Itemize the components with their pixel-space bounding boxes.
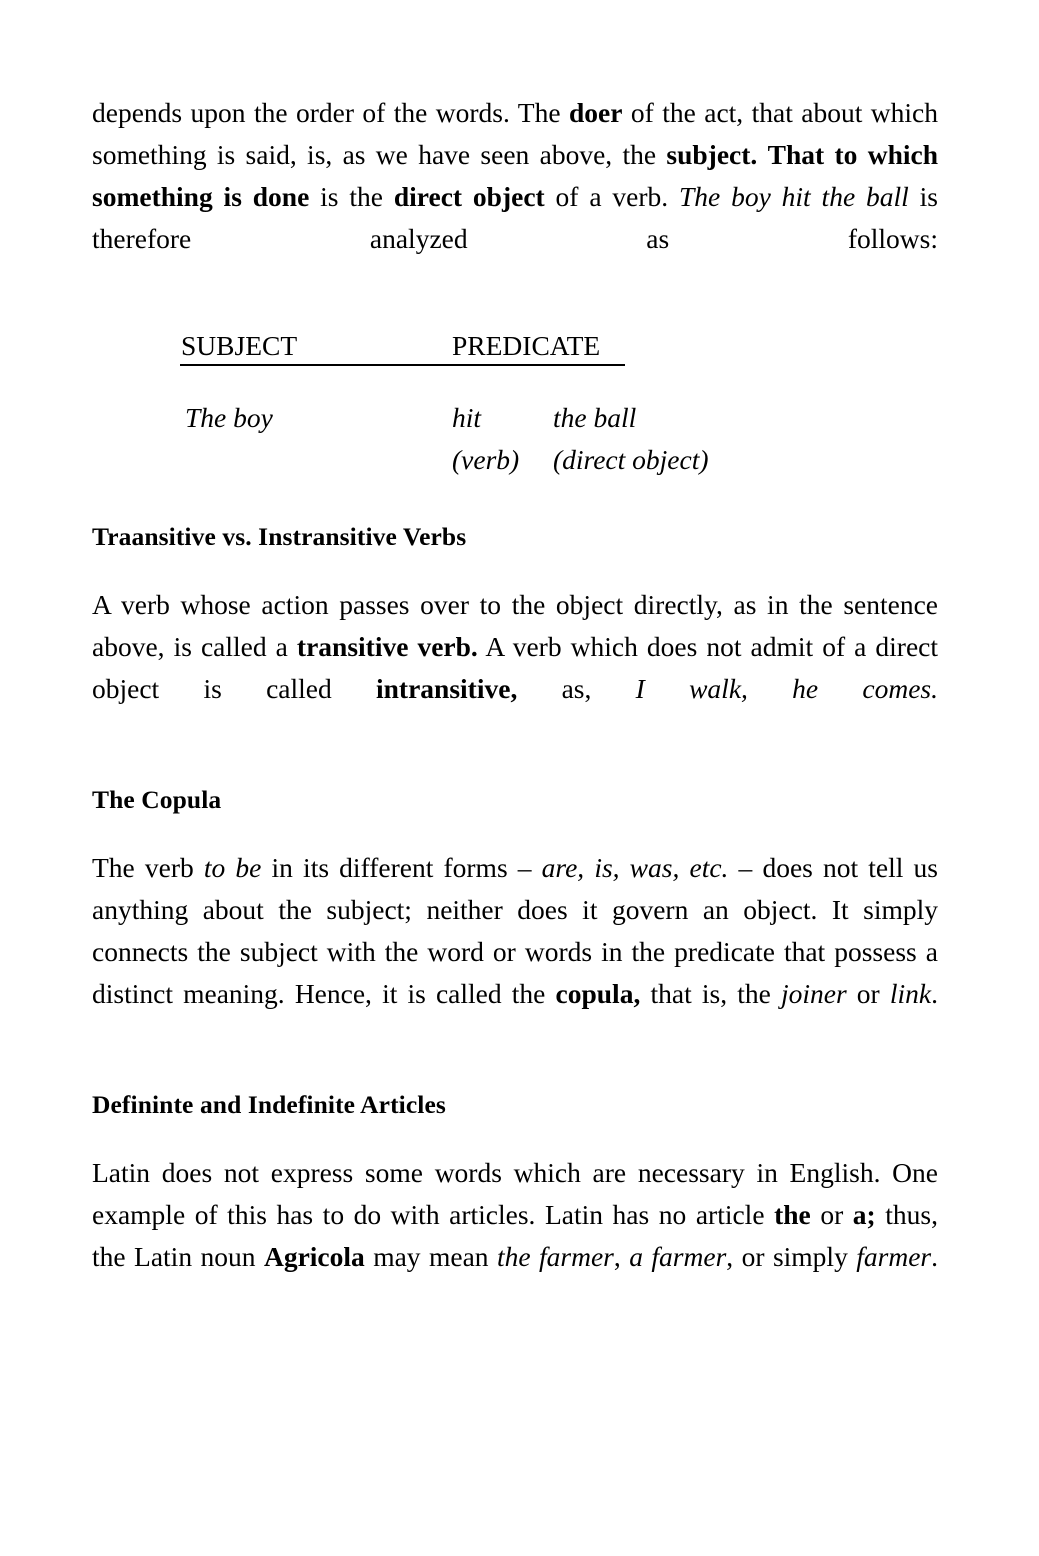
spacer (92, 302, 938, 329)
text-run: of a verb. (544, 181, 679, 212)
column-header-predicate: PREDICATE (452, 330, 601, 361)
paragraph-copula (92, 847, 938, 1057)
text-run: – does not tell us anything about the subject; neither does it govern an object. It simply connects the subject with the word or words in the predicate that possess a distinct meaning. Hence, it is called the (92, 852, 938, 1009)
text-run: or (846, 978, 890, 1009)
text-run: . (931, 978, 938, 1009)
page-content (92, 92, 938, 1320)
table-cell-subject-row1: The boy (185, 402, 273, 433)
text-run: A verb whose action passes over to the object directly, as in the sentence above, is called a (92, 589, 938, 662)
emphasis-italic: to be (203, 852, 262, 883)
emphasis-italic: the farmer (496, 1241, 614, 1272)
spacer (92, 1057, 938, 1088)
spacer (92, 817, 938, 847)
analysis-table-header-row (92, 329, 938, 375)
emphasis-italic: joiner (780, 978, 847, 1009)
heading-articles: Defininte and Indefinite Articles (92, 1090, 446, 1119)
emphasis-italic: The boy hit the ball (678, 181, 909, 212)
heading-copula: The Copula (92, 785, 222, 814)
text-run (757, 139, 767, 170)
header-underline-rule (180, 364, 625, 366)
text-run: The verb (92, 852, 204, 883)
paragraph-intro (92, 92, 938, 302)
emphasis-bold: direct object (393, 181, 545, 212)
text-run: may mean (364, 1241, 497, 1272)
heading-transitive-verbs: Traansitive vs. Instransitive Verbs (92, 522, 467, 551)
emphasis-bold: Agricola (263, 1241, 365, 1272)
paragraph-articles (92, 1152, 938, 1320)
text-run: or (810, 1199, 853, 1230)
text-run: Latin does not express some words which are necessary in English. One example of this has to do with articles. Latin has no article (92, 1157, 938, 1230)
emphasis-bold: intransitive, (376, 673, 518, 704)
emphasis-italic: are, is, was, etc. (541, 852, 729, 883)
text-run: in its different forms – (261, 852, 542, 883)
text-run: thus, the Latin noun (92, 1199, 938, 1272)
emphasis-bold: a; (852, 1199, 876, 1230)
text-run: that is, the (640, 978, 781, 1009)
paragraph-transitive-verbs (92, 584, 938, 752)
spacer (92, 489, 938, 520)
text-run: is the (309, 181, 394, 212)
emphasis-bold: the (774, 1199, 811, 1230)
table-cell-object-row1: the ball (553, 402, 637, 433)
emphasis-bold: subject. (666, 139, 758, 170)
column-header-subject: SUBJECT (181, 330, 298, 361)
spacer (92, 1122, 938, 1152)
table-cell-verb-row1: hit (452, 402, 482, 433)
emphasis-bold: That to which something is done (92, 139, 939, 212)
emphasis-bold: doer (569, 97, 623, 128)
emphasis-italic: a farmer (629, 1241, 727, 1272)
table-cell-object-row2: (direct object) (553, 444, 709, 475)
text-run: as, (517, 673, 636, 704)
sentence-analysis-table (92, 329, 938, 489)
text-run: of the act, that about which something is said, is, as we have seen above, the (92, 97, 938, 170)
table-cell-verb-row2: (verb) (452, 444, 520, 475)
spacer (92, 752, 938, 783)
emphasis-italic: farmer (856, 1241, 932, 1272)
emphasis-italic: I walk, he comes. (635, 673, 938, 704)
analysis-table-body (92, 397, 938, 489)
text-run: , or simply (726, 1241, 857, 1272)
spacer (92, 554, 938, 584)
emphasis-bold: transitive verb. (296, 631, 478, 662)
text-run: depends upon the order of the words. The (92, 97, 569, 128)
text-run: is therefore analyzed as follows: (92, 181, 938, 254)
text-run: , (613, 1241, 630, 1272)
emphasis-bold: copula, (555, 978, 641, 1009)
emphasis-italic: link (889, 978, 932, 1009)
text-run: A verb which does not admit of a direct object is called (92, 631, 938, 704)
text-run: . (931, 1241, 939, 1272)
